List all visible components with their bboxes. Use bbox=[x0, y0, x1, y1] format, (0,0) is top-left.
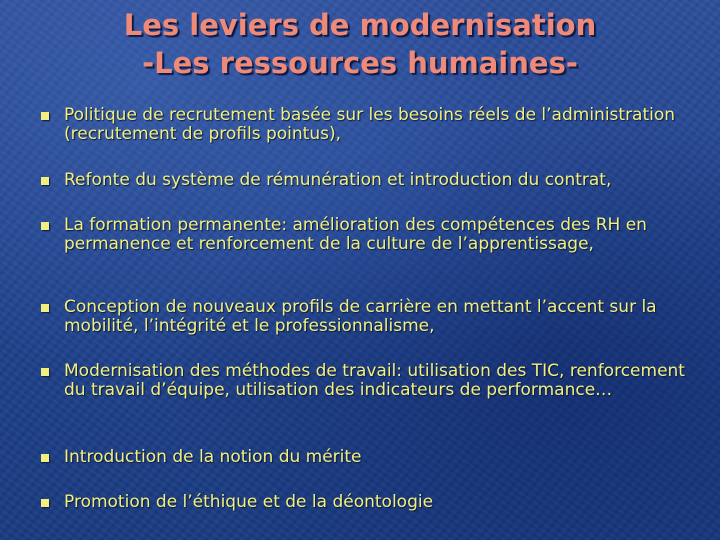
bullet-text: Refonte du système de rémunération et introduction du contrat, bbox=[64, 170, 612, 190]
bullet-text: La formation permanente: amélioration des compétences des RH en permanence et renforcement de la culture de l’apprentissage, bbox=[64, 215, 647, 254]
bullet-item bbox=[36, 216, 686, 254]
bullet-item bbox=[36, 298, 686, 336]
bullet-text: Introduction de la notion du mérite bbox=[64, 447, 362, 467]
square-bullet-icon bbox=[41, 112, 49, 120]
bullet-item bbox=[36, 106, 686, 144]
square-bullet-icon bbox=[41, 499, 49, 507]
bullet-text: Politique de recrutement basée sur les besoins réels de l’administration (recrutement de profils pointus), bbox=[64, 105, 676, 144]
square-bullet-icon bbox=[41, 177, 49, 185]
square-bullet-icon bbox=[41, 304, 49, 312]
square-bullet-icon bbox=[41, 454, 49, 462]
bullet-text: Promotion de l’éthique et de la déontologie bbox=[64, 492, 434, 512]
bullet-item bbox=[36, 448, 362, 467]
bullet-item bbox=[36, 171, 611, 190]
bullet-text: Modernisation des méthodes de travail: utilisation des TIC, renforcement du travail d’équipe, utilisation des indicateurs de performance… bbox=[64, 361, 685, 400]
bullet-item bbox=[36, 362, 686, 400]
bullet-item bbox=[36, 493, 433, 512]
square-bullet-icon bbox=[41, 222, 49, 230]
bullet-text: Conception de nouveaux profils de carrière en mettant l’accent sur la mobilité, l’intégrité et le professionnalisme, bbox=[64, 297, 657, 336]
title-line-2: -Les ressources humaines- bbox=[142, 46, 578, 80]
slide-title bbox=[0, 6, 720, 82]
title-line-1: Les leviers de modernisation bbox=[123, 8, 597, 42]
square-bullet-icon bbox=[41, 368, 49, 376]
